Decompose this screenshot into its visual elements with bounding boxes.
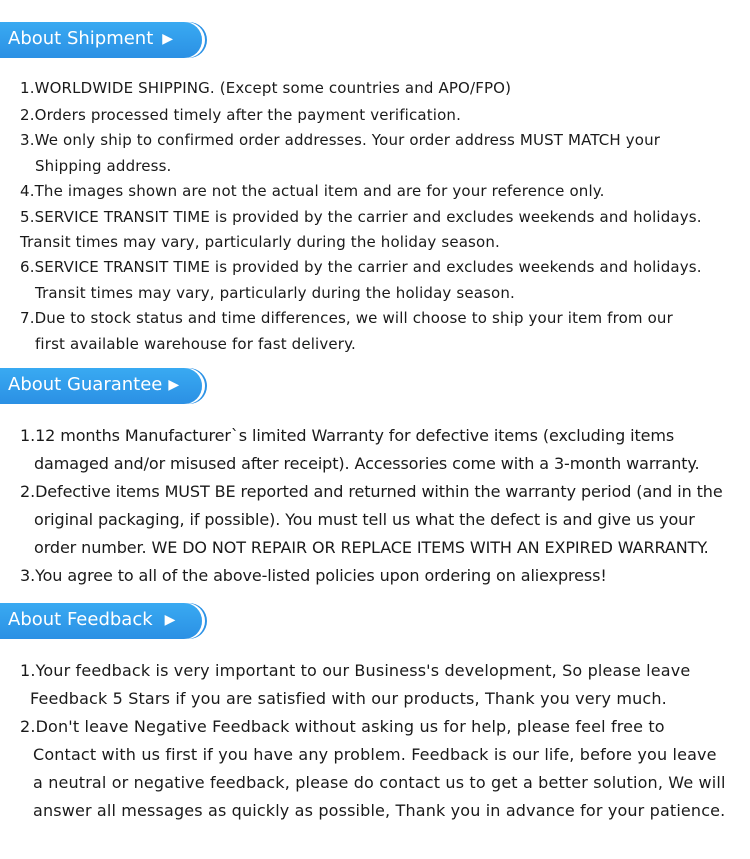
shipment-line: first available warehouse for fast delivery. [35,335,356,353]
shipment-line: Shipping address. [35,157,172,175]
shipment-line: Transit times may vary, particularly during the holiday season. [35,284,515,302]
shipment-line: 2.Orders processed timely after the payment verification. [20,106,461,124]
guarantee-line: order number. WE DO NOT REPAIR OR REPLACE ITEMS WITH AN EXPIRED WARRANTY. [34,538,709,557]
shipment-line: 7.Due to stock status and time differences, we will choose to ship your item from our [20,309,673,327]
guarantee-heading [0,368,202,404]
feedback-line: Feedback 5 Stars if you are satisfied with our products, Thank you very much. [30,689,667,708]
feedback-line: a neutral or negative feedback, please do contact us to get a better solution, We will [33,773,726,792]
feedback-heading-label: About Feedback [8,609,153,630]
play-arrow-icon: ▶ [168,377,180,393]
shipment-line: 4.The images shown are not the actual item and are for your reference only. [20,182,605,200]
shipment-line: 5.SERVICE TRANSIT TIME is provided by the carrier and excludes weekends and holidays. [20,208,702,226]
feedback-line: 2.Don't leave Negative Feedback without asking us for help, please feel free to [20,717,665,736]
play-arrow-icon: ▶ [164,612,176,628]
shipment-heading [0,22,202,58]
guarantee-line: original packaging, if possible). You must tell us what the defect is and give us your [34,510,695,529]
guarantee-line: damaged and/or misused after receipt). Accessories come with a 3-month warranty. [34,454,700,473]
shipment-line: Transit times may vary, particularly during the holiday season. [20,233,500,251]
guarantee-line: 2.Defective items MUST BE reported and returned within the warranty period (and in the [20,482,723,501]
feedback-line: 1.Your feedback is very important to our Business's development, So please leave [20,661,691,680]
guarantee-heading-label: About Guarantee [8,374,163,395]
shipment-line: 3.We only ship to confirmed order addresses. Your order address MUST MATCH your [20,131,661,149]
feedback-line: answer all messages as quickly as possible, Thank you in advance for your patience. [33,801,726,820]
feedback-heading [0,603,202,639]
shipment-line: 6.SERVICE TRANSIT TIME is provided by the carrier and excludes weekends and holidays. [20,258,702,276]
guarantee-line: 1.12 months Manufacturer`s limited Warranty for defective items (excluding items [20,426,675,445]
play-arrow-icon: ▶ [162,31,174,47]
guarantee-line: 3.You agree to all of the above-listed policies upon ordering on aliexpress! [20,566,607,585]
feedback-line: Contact with us first if you have any problem. Feedback is our life, before you leave [33,745,717,764]
shipment-heading-label: About Shipment [8,28,154,49]
shipment-line: 1.WORLDWIDE SHIPPING. (Except some countries and APO/FPO) [20,79,512,97]
